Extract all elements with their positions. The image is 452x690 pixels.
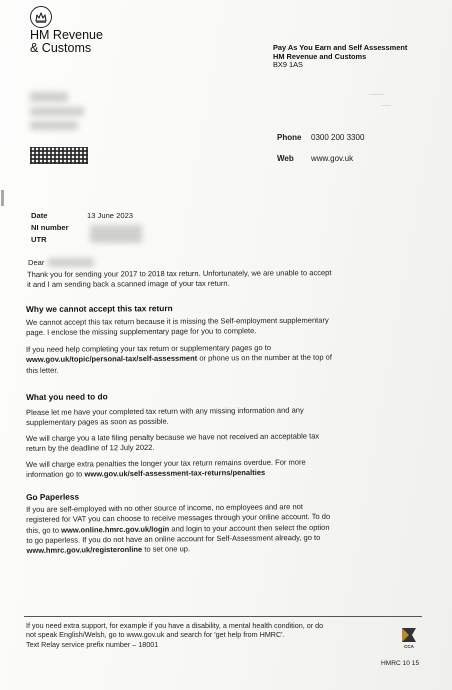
footer-line-3: Text Relay service prefix number – 18001 xyxy=(26,639,159,649)
phone-row xyxy=(277,132,364,143)
intro-paragraph xyxy=(27,268,332,290)
redacted-recipient-name xyxy=(48,258,94,267)
faint-mark: ——— xyxy=(369,92,384,98)
redacted-recipient-line-2 xyxy=(30,107,84,116)
footer-support-text xyxy=(26,621,323,649)
section2-p1-line-1: Please let me have your completed tax return with any missing information and any xyxy=(26,405,304,417)
penalties-link[interactable]: www.gov.uk/self-assessment-tax-returns/penalties xyxy=(84,468,266,479)
web-label: Web xyxy=(277,154,294,163)
redacted-recipient-line-1 xyxy=(30,92,68,102)
section1-paragraph-1 xyxy=(26,316,329,339)
mail-barcode xyxy=(30,147,88,164)
phone-label: Phone xyxy=(277,133,302,142)
edge-mark xyxy=(1,190,4,206)
section3-line-1: If you are self-employed with no other source of income, no employees and are not xyxy=(26,502,303,514)
sender-line-2: HM Revenue and Customs xyxy=(273,51,367,61)
section1-p2-line-3: this letter. xyxy=(26,365,59,375)
ni-row xyxy=(31,223,87,233)
web-row xyxy=(277,153,353,164)
cca-logo-icon xyxy=(399,626,419,650)
utr-label: UTR xyxy=(31,235,47,244)
section-heading-what: What you need to do xyxy=(26,391,108,402)
greeting: Dear xyxy=(28,258,45,267)
section2-p3-line-2 xyxy=(26,468,306,481)
hmrc-logo-text xyxy=(30,29,103,55)
section3-paragraph xyxy=(26,502,331,557)
faint-mark: —— xyxy=(381,103,391,109)
sender-line-3: BX9 1AS xyxy=(273,60,303,70)
section2-p2-line-2: return by the deadline of 12 July 2022. xyxy=(26,443,155,454)
section2-p3-line-2-pre: information go to xyxy=(26,469,85,480)
self-assessment-link[interactable]: www.gov.uk/topic/personal-tax/self-assessment xyxy=(26,353,198,365)
section-heading-why: Why we cannot accept this tax return xyxy=(26,303,173,314)
section2-p2-line-1: We will charge you a late filing penalty because we have not received an acceptable tax xyxy=(26,431,320,443)
section3-line-3-rest: and login to your account then select the option xyxy=(169,522,330,534)
section1-p1-line-1: We cannot accept this tax return because it is missing the Self-employment supplementary xyxy=(26,315,329,327)
sender-line-1: Pay As You Earn and Self Assessment xyxy=(273,43,408,52)
section1-p2-line-2-rest: or phone us on the number at the top of xyxy=(197,352,332,363)
web-value: www.gov.uk xyxy=(311,154,354,163)
date-value: 13 June 2023 xyxy=(87,211,134,220)
section3-line-5 xyxy=(26,543,330,556)
royal-crest-icon xyxy=(30,6,52,28)
phone-value: 0300 200 3300 xyxy=(311,133,365,142)
footer-line-1: If you need extra support, for example if you have a disability, a mental health condition, or do xyxy=(26,621,324,630)
section2-p3-line-1: We will charge extra penalties the longer your tax return remains overdue. For more xyxy=(26,457,306,469)
online-login-link[interactable]: www.online.hmrc.gov.uk/login xyxy=(61,524,170,535)
section3-line-5-rest: to set one up. xyxy=(142,544,191,554)
logo-line-1: HM Revenue xyxy=(30,28,103,42)
section3-line-4: to go paperless. If you do not have an online account for Self-Assessment already, go to xyxy=(26,532,321,545)
utr-row xyxy=(31,235,87,245)
logo-line-2: & Customs xyxy=(30,41,92,55)
section1-p1-line-2: page. I enclose the missing supplementary page for you to complete. xyxy=(26,326,257,338)
footer-line-2: not speak English/Welsh, go to www.gov.uk and search for 'get help from HMRC'. xyxy=(26,630,285,640)
section3-line-2: registered for VAT you can choose to receive messages through your online account. To do xyxy=(26,512,331,525)
intro-line-1: Thank you for sending your 2017 to 2018 tax return. Unfortunately, we are unable to accept xyxy=(27,268,332,279)
footer-divider xyxy=(24,616,422,617)
section-heading-paperless: Go Paperless xyxy=(26,491,80,502)
redacted-ni-utr xyxy=(90,225,142,243)
form-reference: HMRC 10 15 xyxy=(381,660,420,667)
section1-p2-line-1: If you need help completing your tax return or supplementary pages go to xyxy=(26,343,272,354)
section1-paragraph-2 xyxy=(26,343,332,376)
intro-line-2: it and I am sending back a scanned image of your tax return. xyxy=(27,279,230,290)
date-row xyxy=(31,211,133,221)
section2-paragraph-1 xyxy=(26,406,304,429)
section2-p1-line-2: supplementary pages as soon as possible. xyxy=(26,417,169,428)
ni-label: NI number xyxy=(31,223,69,232)
section2-paragraph-2 xyxy=(26,431,319,454)
date-label: Date xyxy=(31,211,48,220)
cca-label: CCA xyxy=(404,644,414,649)
redacted-recipient-line-3 xyxy=(30,121,78,130)
sender-address xyxy=(273,44,407,70)
register-online-link[interactable]: www.hmrc.gov.uk/registeronline xyxy=(26,544,143,556)
section2-paragraph-3 xyxy=(26,458,306,481)
section3-line-3-pre: this, go to xyxy=(26,525,62,535)
